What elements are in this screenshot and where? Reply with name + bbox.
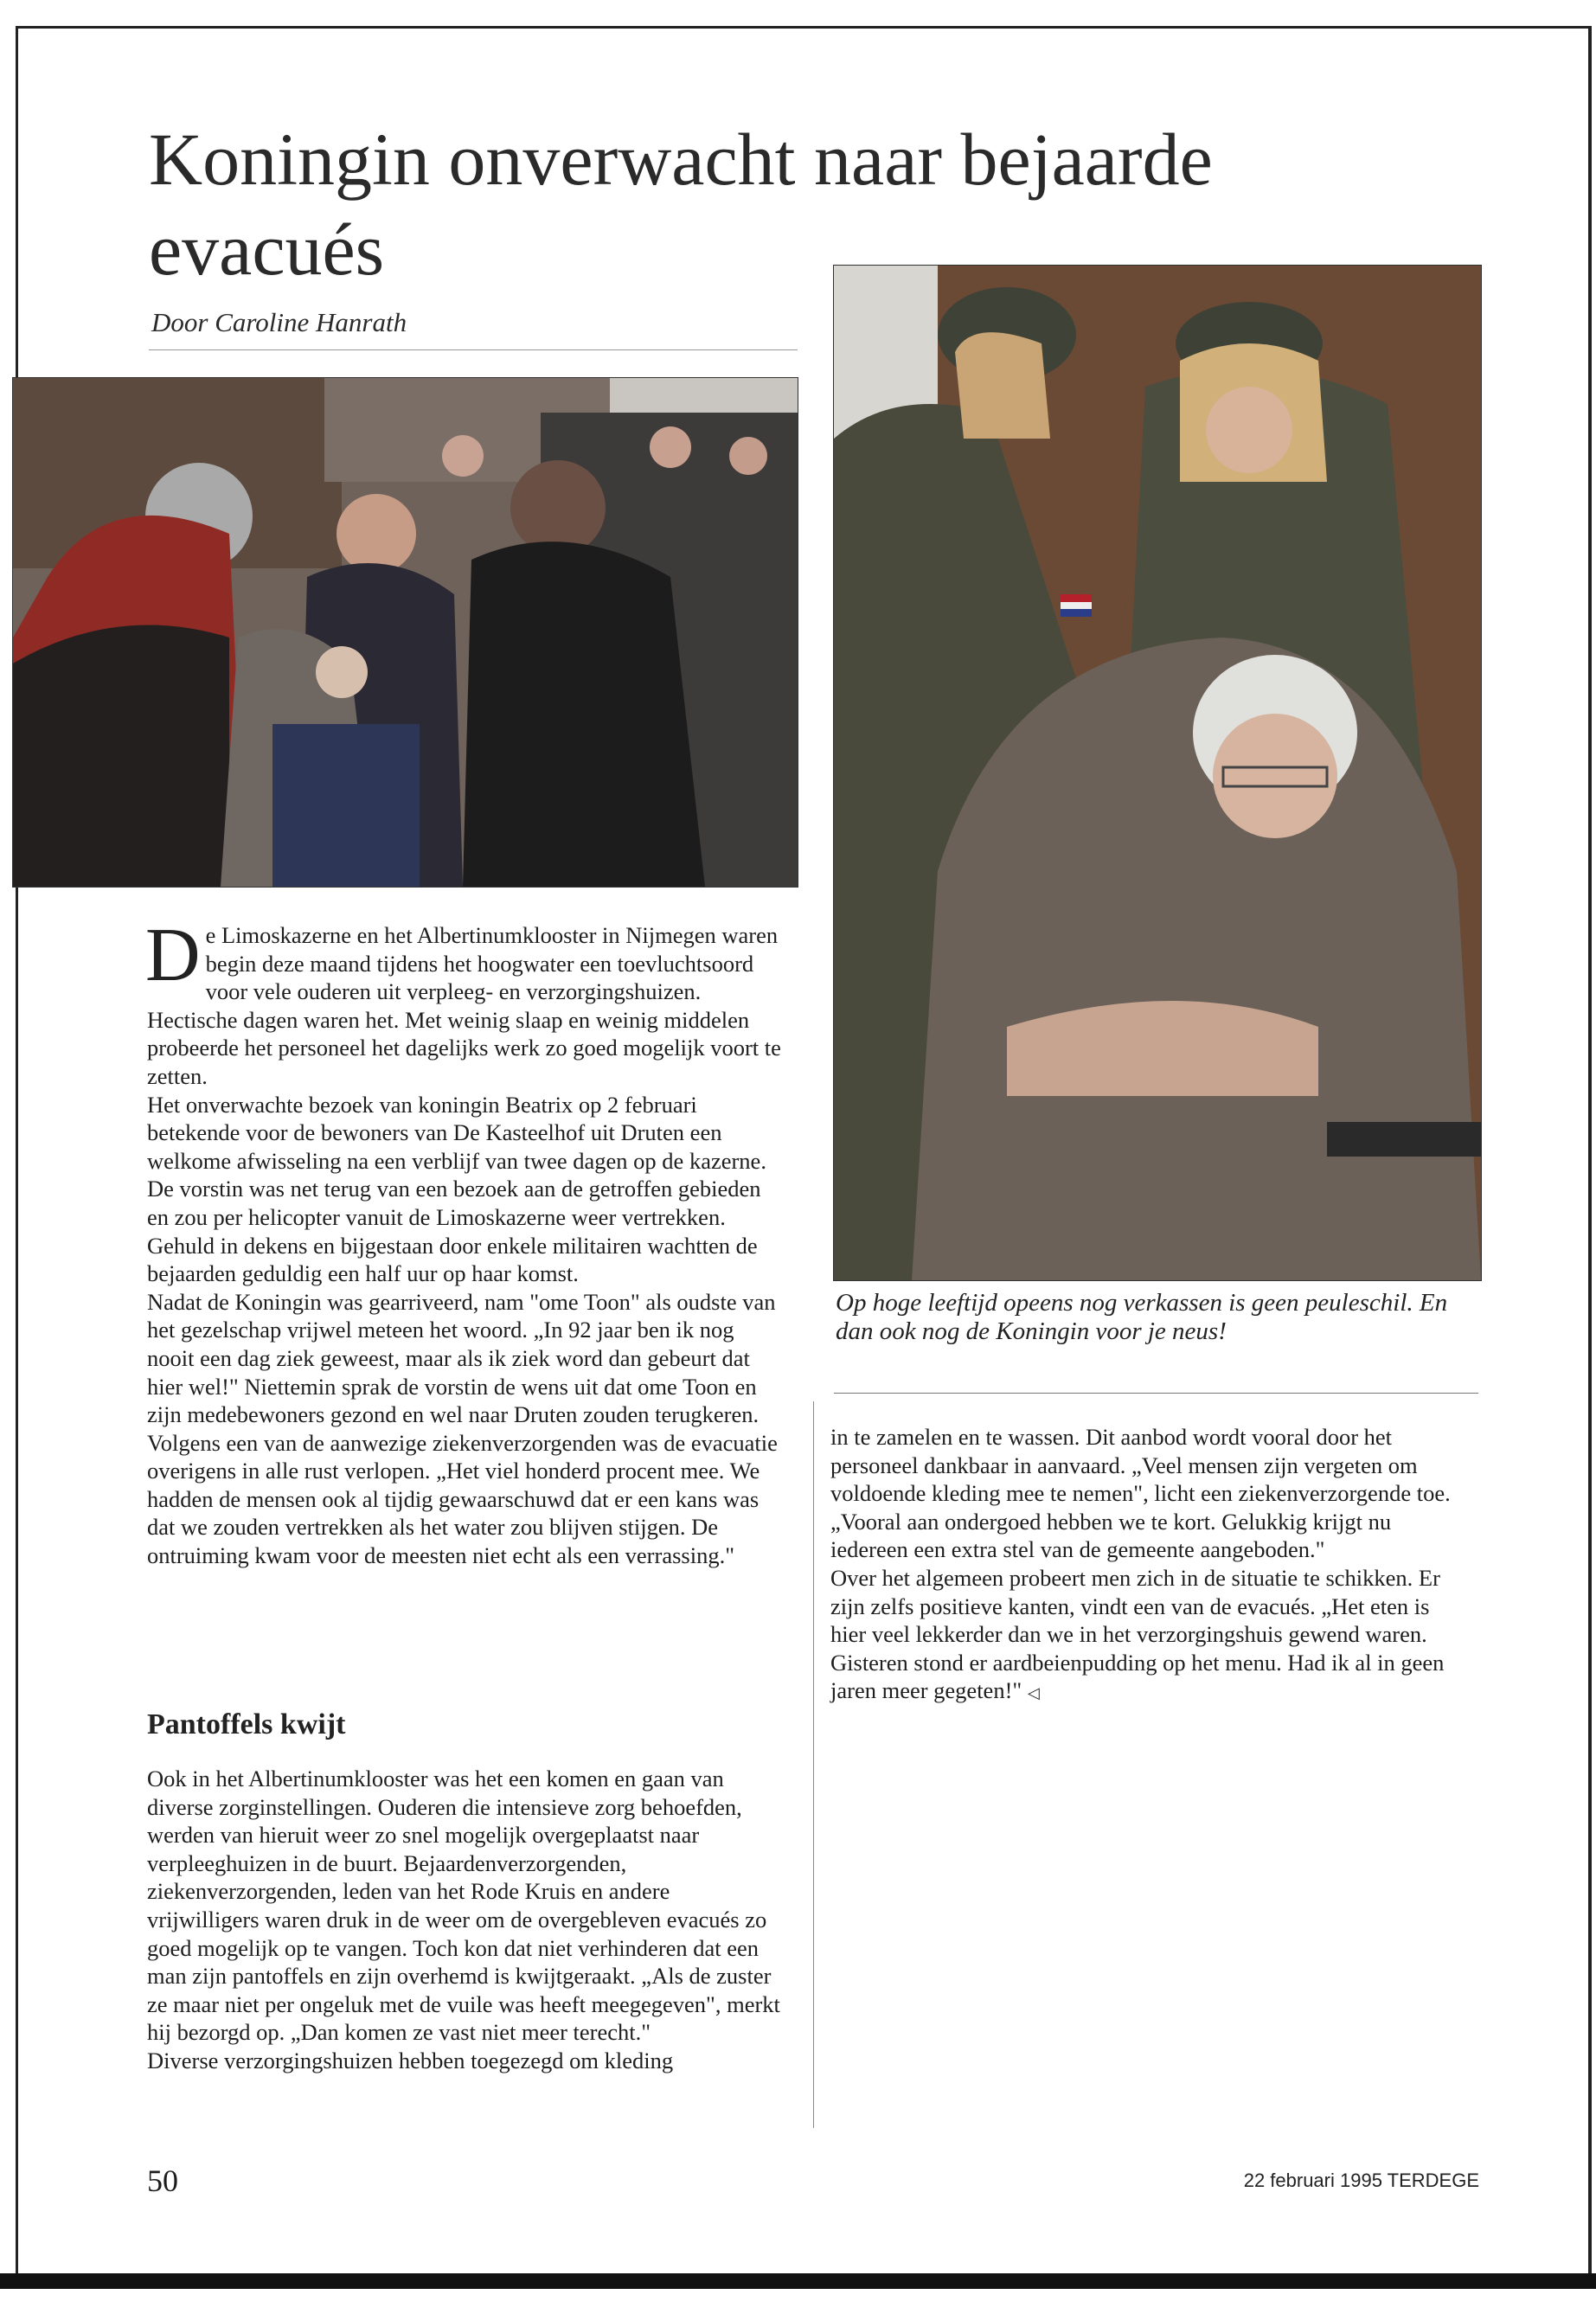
body-paragraph: Het onverwachte bezoek van koningin Beatrix op 2 februari betekende voor de bewoners van De Kasteelhof uit Druten een welkome afwisseling na een verblijf van twee dagen op de kazerne. De vorstin was net terug van een bezoek aan de getroffen gebieden en zou per helicopter vanuit de Limoskazerne weer vertrekken. Gehuld in dekens en bijgestaan door enkele militairen wachtten de bejaarden geduldig een half uur op haar komst. bbox=[147, 1091, 766, 1287]
queen-greeting-photo bbox=[12, 377, 798, 888]
column-divider bbox=[813, 1401, 814, 2128]
issue-date: 22 februari 1995 TERDEGE bbox=[1243, 2170, 1479, 2191]
page-frame-right bbox=[1588, 26, 1592, 2284]
queen-greeting-illustration bbox=[13, 378, 798, 887]
body-paragraph: Nadat de Koningin was gearriveerd, nam "ome Toon" als oudste van het gezelschap vrijwel meteen het woord. „In 92 jaar ben ik nog nooit een dag ziek geweest, maar als ik ziek word dan gebeurt dat hier wel!" Niettemin sprak de vorstin de wens uit dat ome Toon en zijn medebewoners gezond en wel naar Druten zouden terugkeren. bbox=[147, 1288, 776, 1428]
section-subheading: Pantoffels kwijt bbox=[147, 1708, 346, 1740]
body-paragraph: Diverse verzorgingshuizen hebben toegezegd om kleding bbox=[147, 2047, 674, 2073]
article-body-column-1 bbox=[145, 913, 783, 1570]
page-number: 50 bbox=[147, 2163, 178, 2198]
body-paragraph: in te zamelen en te wassen. Dit aanbod wordt vooral door het personeel dankbaar in aanvaard. „Veel mensen zijn vergeten om voldoende kleding mee te nemen", licht een ziekenverzorgende toe. „Vooral aan ondergoed hebben we te kort. Gelukkig krijgt nu iedereen een extra stel van de gemeente aangeboden." bbox=[830, 1424, 1451, 1563]
article-byline: Door Caroline Hanrath bbox=[151, 307, 407, 337]
page-frame-bottom bbox=[0, 2273, 1596, 2289]
page-frame-top bbox=[16, 26, 1590, 29]
elderly-woman-illustration bbox=[834, 266, 1481, 1280]
article-headline: Koningin onverwacht naar bejaarde evacués bbox=[149, 118, 1213, 291]
photo-caption: Op hoge leeftijd opeens nog verkassen is geen peuleschil. En dan ook nog de Koningin voor je neus! bbox=[836, 1289, 1448, 1345]
drop-cap: D bbox=[145, 913, 201, 997]
body-paragraph: Volgens een van de aanwezige ziekenverzorgenden was de evacuatie overigens in alle rust verlopen. „Het viel honderd procent mee. We hadden de mensen ook al tijdig gewaarschuwd dat er een kans was dat we zouden vertrekken als het water zou blijven stijgen. De ontruiming kwam voor de meesten niet echt als een verrassing." bbox=[147, 1429, 778, 1569]
elderly-woman-photo bbox=[833, 265, 1482, 1281]
article-body-column-3 bbox=[830, 1423, 1458, 1708]
body-paragraph: De Limoskazerne en het Albertinumklooster in Nijmegen waren begin deze maand tijdens het hoogwater een toevluchtsoord voor vele ouderen uit verpleeg- en verzorgingshuizen. Hectische dagen waren het. Met weinig slaap en weinig middelen probeerde het personeel het dagelijks werk zo goed mogelijk voort te zetten. bbox=[145, 913, 781, 1089]
body-paragraph: Over het algemeen probeert men zich in de situatie te schikken. Er zijn zelfs positieve kanten, vindt een van de evacués. „Het eten is hier veel lekkerder dan we in het verzorgingshuis gewend waren. Gisteren stond er aardbeienpudding op het menu. Had ik al in geen jaren meer gegeten!" ◁ bbox=[830, 1564, 1445, 1704]
body-paragraph: Ook in het Albertinumklooster was het een komen en gaan van diverse zorginstellingen. Ouderen die intensieve zorg behoefden, werden van hieruit weer zo snel mogelijk overgeplaatst naar verpleeghuizen in de buurt. Bejaardenverzorgenden, ziekenverzorgenden, leden van het Rode Kruis en andere vrijwilligers waren druk in de weer om de overgebleven evacués zo goed mogelijk op te vangen. Toch kon dat niet verhinderen dat een man zijn pantoffels en zijn overhemd is kwijtgeraakt. „Als de zuster ze maar niet per ongeluk met de vuile was heeft meegegeven", merkt hij bezorgd op. „Dan komen ze vast niet meer terecht." bbox=[147, 1766, 780, 2046]
page-frame-left bbox=[16, 26, 18, 2284]
byline-divider bbox=[149, 349, 798, 350]
end-of-article-mark: ◁ bbox=[1027, 1684, 1040, 1703]
caption-divider bbox=[834, 1393, 1478, 1394]
article-body-column-2 bbox=[147, 1765, 783, 2075]
